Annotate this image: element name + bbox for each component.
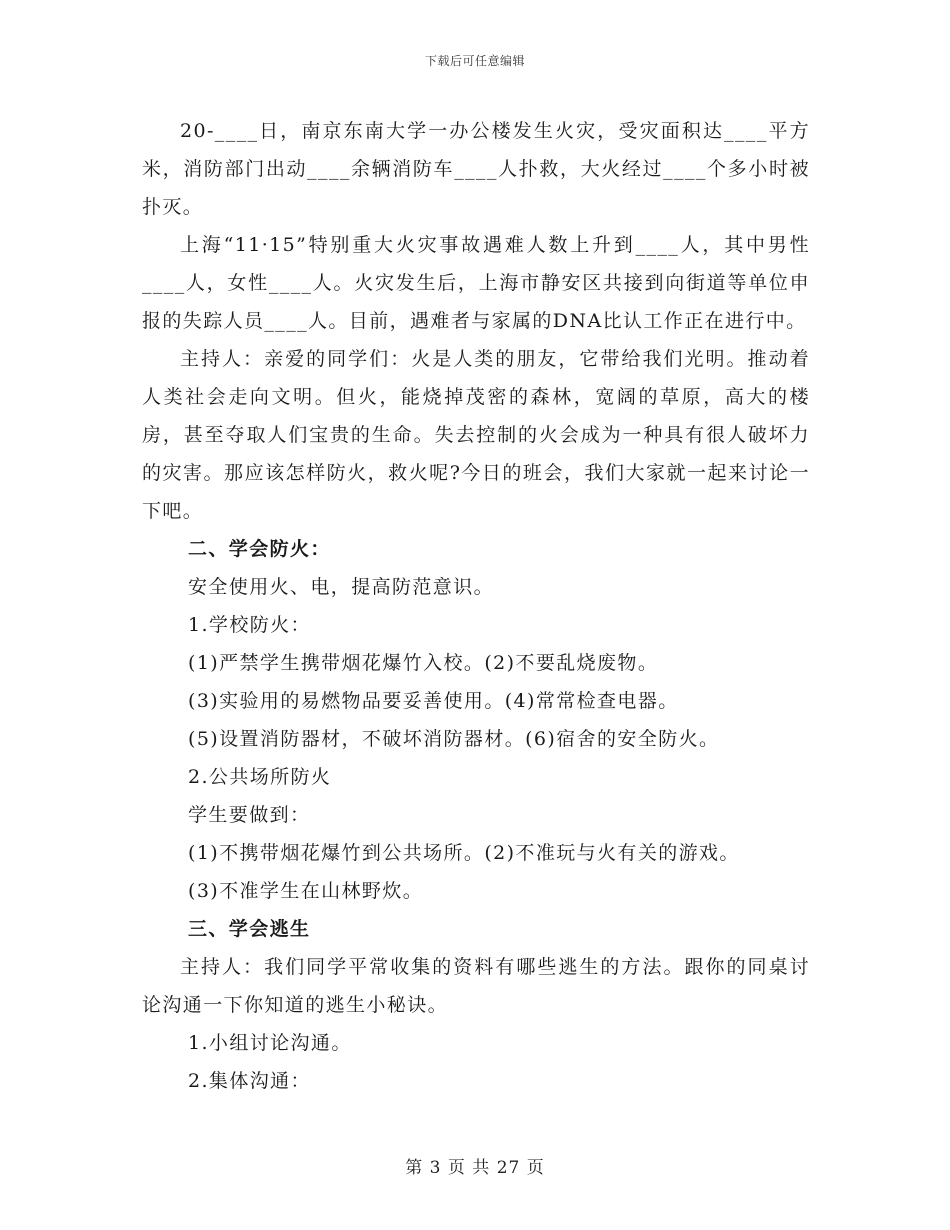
paragraph-host-intro: 主持人：亲爱的同学们：火是人类的朋友，它带给我们光明。推动着人类社会走向文明。但火，能烧掉茂密的森林，宽阔的草原，高大的楼房，甚至夺取人们宝贵的生命。失去控制的火会成为一种具有很人破坏力的灾害。那应该怎样防火，救火呢?今日的班会，我们大家就一起来讨论一下吧。 — [142, 348, 810, 522]
paragraph-host-escape: 主持人：我们同学平常收集的资料有哪些逃生的方法。跟你的同桌讨论沟通一下你知道的逃生小秘诀。 — [142, 956, 810, 1016]
line-rule-3-4: (3)实验用的易燃物品要妥善使用。(4)常常检查电器。 — [188, 690, 679, 712]
page-header: 下载后可任意编辑 — [424, 54, 525, 68]
line-collective-discussion: 2.集体沟通： — [188, 1070, 311, 1092]
line-public-rule-3: (3)不准学生在山林野炊。 — [188, 880, 424, 902]
line-public-rule-1-2: (1)不携带烟花爆竹到公共场所。(2)不准玩与火有关的游戏。 — [188, 842, 740, 864]
line-rule-1-2: (1)严禁学生携带烟花爆竹入校。(2)不要乱烧废物。 — [188, 652, 659, 674]
paragraph-shanghai-fire: 上海“11·15”特别重大火灾事故遇难人数上升到____人，其中男性____人，女性____人。火灾发生后，上海市静安区共接到向街道等单位申报的失踪人员____人。目前，遇难者与家属的DNA比认工作正在进行中。 — [142, 234, 810, 332]
line-group-discussion: 1.小组讨论沟通。 — [188, 1032, 352, 1054]
line-students-should: 学生要做到： — [188, 804, 311, 826]
line-school-fire-prevention: 1.学校防火： — [188, 614, 311, 636]
document-body — [142, 112, 810, 1100]
paragraph-nanjing-fire: 20-____日，南京东南大学一办公楼发生火灾，受灾面积达____平方米，消防部门出动____余辆消防车____人扑救，大火经过____个多小时被扑灭。 — [142, 120, 810, 218]
page-footer-page-number: 第 3 页 共 27 页 — [405, 1158, 545, 1178]
line-public-fire-prevention: 2.公共场所防火 — [188, 766, 332, 788]
line-rule-5-6: (5)设置消防器材，不破坏消防器材。(6)宿舍的安全防火。 — [188, 728, 720, 750]
section-heading-fire-prevention: 二、学会防火： — [188, 538, 331, 560]
line-safe-use: 安全使用火、电，提高防范意识。 — [188, 576, 495, 598]
section-heading-escape: 三、学会逃生 — [188, 918, 311, 940]
